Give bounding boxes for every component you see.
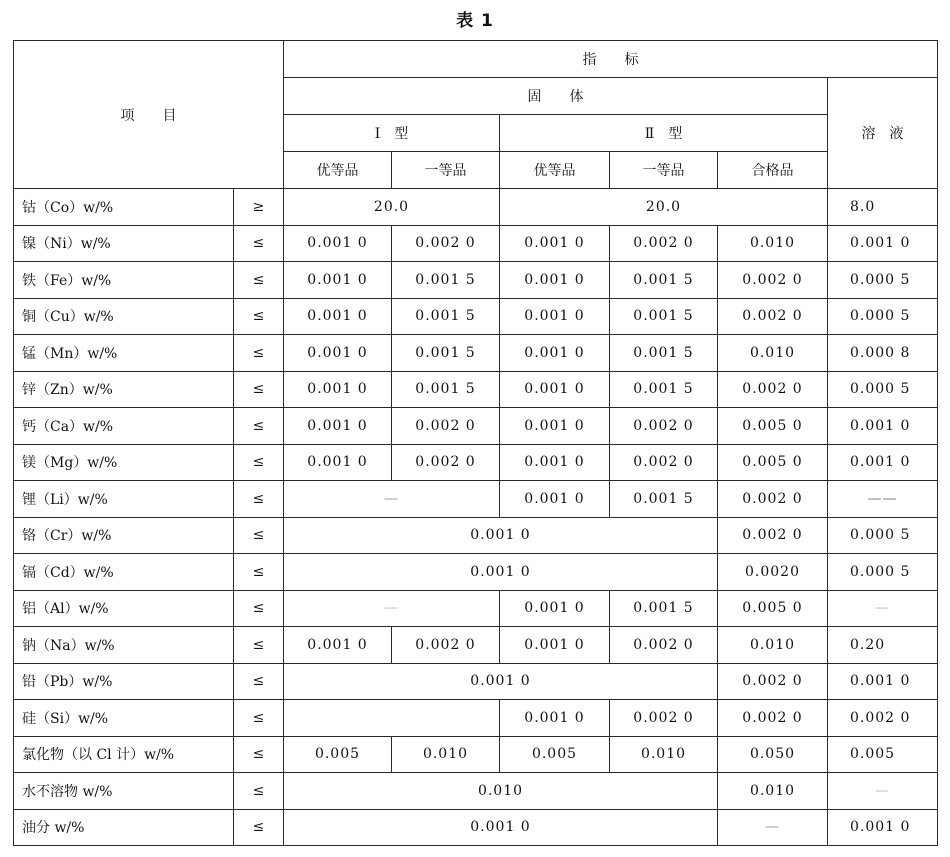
value-cell: 0.001 0 — [284, 444, 392, 481]
value-cell: 0.005 0 — [718, 408, 828, 445]
value-cell: 0.001 0 — [500, 408, 610, 445]
row-label: 镍（Ni）w/% — [14, 225, 234, 262]
table-row — [14, 335, 938, 372]
comparison-sign: ≤ — [234, 663, 284, 700]
value-cell: 0.001 0 — [500, 481, 610, 518]
row-label: 锰（Mn）w/% — [14, 335, 234, 372]
value-cell: — — [284, 481, 500, 518]
table-row — [14, 809, 938, 846]
table-row — [14, 700, 938, 737]
value-cell: 0.010 — [718, 335, 828, 372]
table-row — [14, 262, 938, 299]
value-cell: 0.010 — [718, 225, 828, 262]
row-label: 钠（Na）w/% — [14, 627, 234, 664]
value-cell: 0.002 0 — [392, 225, 500, 262]
value-cell: — — [828, 773, 938, 810]
value-cell: 0.001 5 — [392, 262, 500, 299]
comparison-sign: ≤ — [234, 773, 284, 810]
value-cell: 0.001 0 — [500, 700, 610, 737]
comparison-sign: ≤ — [234, 627, 284, 664]
table-row — [14, 554, 938, 591]
value-cell: 0.001 0 — [284, 517, 718, 554]
value-cell: 0.001 0 — [500, 444, 610, 481]
table-row — [14, 444, 938, 481]
value-cell: 0.001 0 — [284, 408, 392, 445]
row-label: 硅（Si）w/% — [14, 700, 234, 737]
value-cell: 0.005 — [828, 736, 938, 773]
value-cell: 0.001 0 — [284, 225, 392, 262]
value-cell: 0.20 — [828, 627, 938, 664]
value-cell: 0.002 0 — [718, 481, 828, 518]
value-cell: 0.001 0 — [828, 809, 938, 846]
value-cell: 0.000 5 — [828, 517, 938, 554]
value-cell: 0.000 5 — [828, 371, 938, 408]
value-cell: 0.001 5 — [610, 298, 718, 335]
table-row — [14, 627, 938, 664]
value-cell: 0.001 0 — [828, 408, 938, 445]
row-label: 氯化物（以 Cl 计）w/% — [14, 736, 234, 773]
comparison-sign: ≤ — [234, 225, 284, 262]
table-row — [14, 736, 938, 773]
value-cell: 0.002 0 — [392, 627, 500, 664]
header-type-1: Ⅰ 型 — [284, 115, 500, 152]
header-type-2: Ⅱ 型 — [500, 115, 828, 152]
value-cell: 0.001 0 — [500, 627, 610, 664]
table-row — [14, 189, 938, 226]
row-label: 铅（Pb）w/% — [14, 663, 234, 700]
value-cell: — — [828, 590, 938, 627]
table-row — [14, 517, 938, 554]
row-label: 铬（Cr）w/% — [14, 517, 234, 554]
value-cell: 0.001 0 — [500, 225, 610, 262]
value-cell: 0.001 0 — [500, 371, 610, 408]
value-cell — [284, 700, 500, 737]
table-row — [14, 773, 938, 810]
value-cell: 0.001 5 — [610, 371, 718, 408]
value-cell: 0.002 0 — [392, 444, 500, 481]
value-cell: 0.001 0 — [284, 554, 718, 591]
comparison-sign: ≤ — [234, 444, 284, 481]
value-cell: 0.005 — [284, 736, 392, 773]
table-row — [14, 371, 938, 408]
table-row — [14, 408, 938, 445]
header-grade: 优等品 — [284, 152, 392, 189]
value-cell: 0.001 0 — [284, 663, 718, 700]
value-cell: 0.001 0 — [828, 444, 938, 481]
comparison-sign: ≤ — [234, 262, 284, 299]
value-cell: 0.002 0 — [610, 627, 718, 664]
value-cell: 0.002 0 — [718, 517, 828, 554]
header-grade: 合格品 — [718, 152, 828, 189]
value-cell: 0.002 0 — [610, 700, 718, 737]
value-cell: 0.050 — [718, 736, 828, 773]
value-cell: 0.005 0 — [718, 590, 828, 627]
header-solution: 溶 液 — [828, 78, 938, 189]
value-cell: 0.001 0 — [284, 371, 392, 408]
table-row — [14, 225, 938, 262]
row-label: 镁（Mg）w/% — [14, 444, 234, 481]
specification-table — [13, 40, 938, 846]
value-cell: 0.002 0 — [392, 408, 500, 445]
value-cell: 0.001 5 — [610, 262, 718, 299]
header-indicator: 指 标 — [284, 41, 938, 78]
header-project: 项 目 — [14, 41, 284, 189]
value-cell: 0.001 5 — [392, 335, 500, 372]
value-cell: 0.010 — [284, 773, 718, 810]
value-cell: 0.001 5 — [392, 371, 500, 408]
value-cell: 0.005 — [500, 736, 610, 773]
row-label: 镉（Cd）w/% — [14, 554, 234, 591]
value-cell: 0.001 0 — [828, 663, 938, 700]
value-cell: 0.002 0 — [718, 663, 828, 700]
header-grade: 一等品 — [392, 152, 500, 189]
comparison-sign: ≥ — [234, 189, 284, 226]
table-row — [14, 590, 938, 627]
value-cell: 0.002 0 — [610, 444, 718, 481]
value-cell: 0.001 0 — [284, 298, 392, 335]
value-cell: 0.002 0 — [610, 408, 718, 445]
comparison-sign: ≤ — [234, 371, 284, 408]
value-cell: 0.001 0 — [284, 262, 392, 299]
comparison-sign: ≤ — [234, 335, 284, 372]
row-label: 油分 w/% — [14, 809, 234, 846]
value-cell: 0.005 0 — [718, 444, 828, 481]
comparison-sign: ≤ — [234, 517, 284, 554]
value-cell: 0.001 5 — [610, 590, 718, 627]
row-label: 铁（Fe）w/% — [14, 262, 234, 299]
table-row — [14, 663, 938, 700]
value-cell: 0.002 0 — [610, 225, 718, 262]
value-cell: 0.001 0 — [284, 627, 392, 664]
row-label: 水不溶物 w/% — [14, 773, 234, 810]
value-cell: —— — [828, 481, 938, 518]
table-title: 表 1 — [456, 11, 494, 31]
value-cell: 0.001 0 — [284, 809, 718, 846]
comparison-sign: ≤ — [234, 298, 284, 335]
value-cell: 0.010 — [718, 627, 828, 664]
header-solid: 固 体 — [284, 78, 828, 115]
value-cell: 0.001 5 — [610, 481, 718, 518]
comparison-sign: ≤ — [234, 809, 284, 846]
table-row — [14, 298, 938, 335]
value-cell: 0.001 0 — [500, 590, 610, 627]
comparison-sign: ≤ — [234, 700, 284, 737]
value-cell: 0.001 0 — [500, 262, 610, 299]
value-cell: 0.002 0 — [718, 700, 828, 737]
value-cell: 0.002 0 — [828, 700, 938, 737]
row-label: 钴（Co）w/% — [14, 189, 234, 226]
value-cell: 0.002 0 — [718, 371, 828, 408]
value-cell: 0.010 — [718, 773, 828, 810]
value-cell: 0.001 5 — [610, 335, 718, 372]
value-cell: — — [284, 590, 500, 627]
table-row — [14, 481, 938, 518]
value-cell: 0.001 5 — [392, 298, 500, 335]
value-cell: 0.001 0 — [500, 335, 610, 372]
value-cell: 0.002 0 — [718, 262, 828, 299]
value-cell: 8.0 — [828, 189, 938, 226]
value-cell: 0.001 0 — [828, 225, 938, 262]
row-label: 铝（Al）w/% — [14, 590, 234, 627]
value-cell: 0.002 0 — [718, 298, 828, 335]
header-grade: 优等品 — [500, 152, 610, 189]
value-cell: 0.000 5 — [828, 298, 938, 335]
comparison-sign: ≤ — [234, 408, 284, 445]
comparison-sign: ≤ — [234, 554, 284, 591]
value-cell: 0.000 5 — [828, 554, 938, 591]
value-cell: 0.000 8 — [828, 335, 938, 372]
value-cell: 0.001 0 — [500, 298, 610, 335]
value-cell: 0.000 5 — [828, 262, 938, 299]
value-cell: 0.001 0 — [284, 335, 392, 372]
value-cell: — — [718, 809, 828, 846]
row-label: 钙（Ca）w/% — [14, 408, 234, 445]
row-label: 铜（Cu）w/% — [14, 298, 234, 335]
comparison-sign: ≤ — [234, 590, 284, 627]
comparison-sign: ≤ — [234, 481, 284, 518]
value-cell: 0.010 — [392, 736, 500, 773]
value-cell: 20.0 — [284, 189, 500, 226]
comparison-sign: ≤ — [234, 736, 284, 773]
value-cell: 0.010 — [610, 736, 718, 773]
value-cell: 20.0 — [500, 189, 828, 226]
row-label: 锂（Li）w/% — [14, 481, 234, 518]
value-cell: 0.0020 — [718, 554, 828, 591]
header-grade: 一等品 — [610, 152, 718, 189]
row-label: 锌（Zn）w/% — [14, 371, 234, 408]
